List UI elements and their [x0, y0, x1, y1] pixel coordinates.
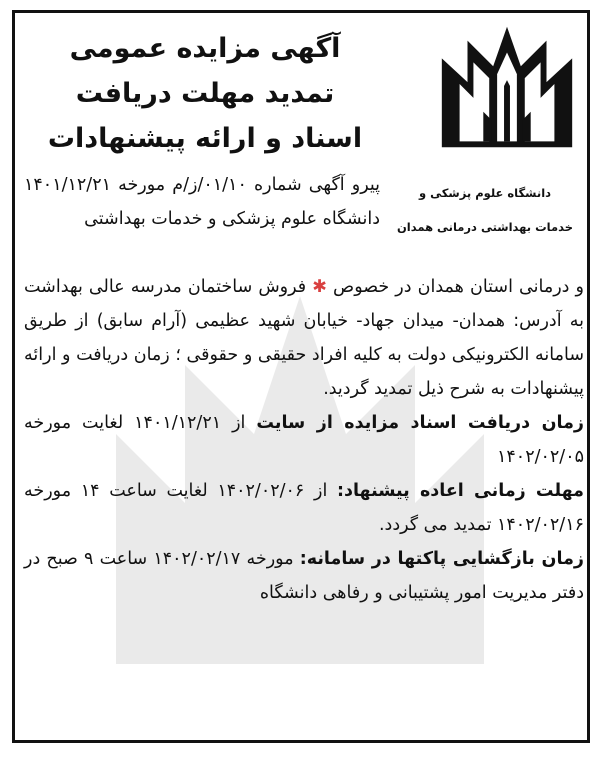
main-text-before: و درمانی استان همدان در خصوص [333, 277, 584, 297]
section3-label: زمان بازگشایی پاکتها در سامانه: [299, 549, 584, 569]
section1-label: زمان دریافت اسناد مزایده از سایت [256, 413, 584, 433]
organization-name [374, 176, 596, 244]
intro-paragraph [24, 168, 380, 236]
section2-label: مهلت زمانی اعاده پیشنهاد: [336, 481, 584, 501]
section-document-receipt [24, 406, 584, 474]
section1-text: از ۱۴۰۱/۱۲/۲۱ لغایت مورخه ۱۴۰۲/۰۲/۰۵ [24, 413, 584, 467]
university-logo-icon [428, 22, 586, 152]
section-bid-submission [24, 474, 584, 542]
notice-title [40, 26, 370, 161]
organization-line-1: دانشگاه علوم پزشکی و [418, 186, 552, 200]
main-text-after: فروش ساختمان مدرسه عالی بهداشت به آدرس: همدان- میدان جهاد- خیابان شهید عظیمی (آرام سابق) از طریق سامانه الکترونیکی دولت به کلیه افراد حقیقی و حقوقی ؛ زمان دریافت و ارائه پیشنهادات به شرح ذیل تمدید گردید. [24, 277, 584, 399]
title-line-3: اسناد و ارائه پیشنهادات [47, 123, 363, 154]
title-line-1: آگهی مزایده عمومی [69, 33, 341, 64]
main-body [24, 270, 584, 610]
organization-line-2: خدمات بهداشتی درمانی همدان [396, 220, 574, 234]
main-paragraph [24, 270, 584, 406]
star-mark-icon: ✱ [312, 277, 327, 297]
section-bid-opening [24, 542, 584, 610]
intro-text: پیرو آگهی شماره ۰۱/۱۰/ز/م مورخه ۱۴۰۱/۱۲/۲۱ دانشگاه علوم پزشکی و خدمات بهداشتی [24, 175, 380, 229]
title-line-2: تمدید مهلت دریافت [75, 78, 335, 109]
section3-text: مورخه ۱۴۰۲/۰۲/۱۷ ساعت ۹ صبح در دفتر مدیریت امور پشتیبانی و رفاهی دانشگاه [24, 549, 584, 603]
section2-text: از ۱۴۰۲/۰۲/۰۶ لغایت ساعت ۱۴ مورخه ۱۴۰۲/۰۲/۱۶ تمدید می گردد. [24, 481, 584, 535]
